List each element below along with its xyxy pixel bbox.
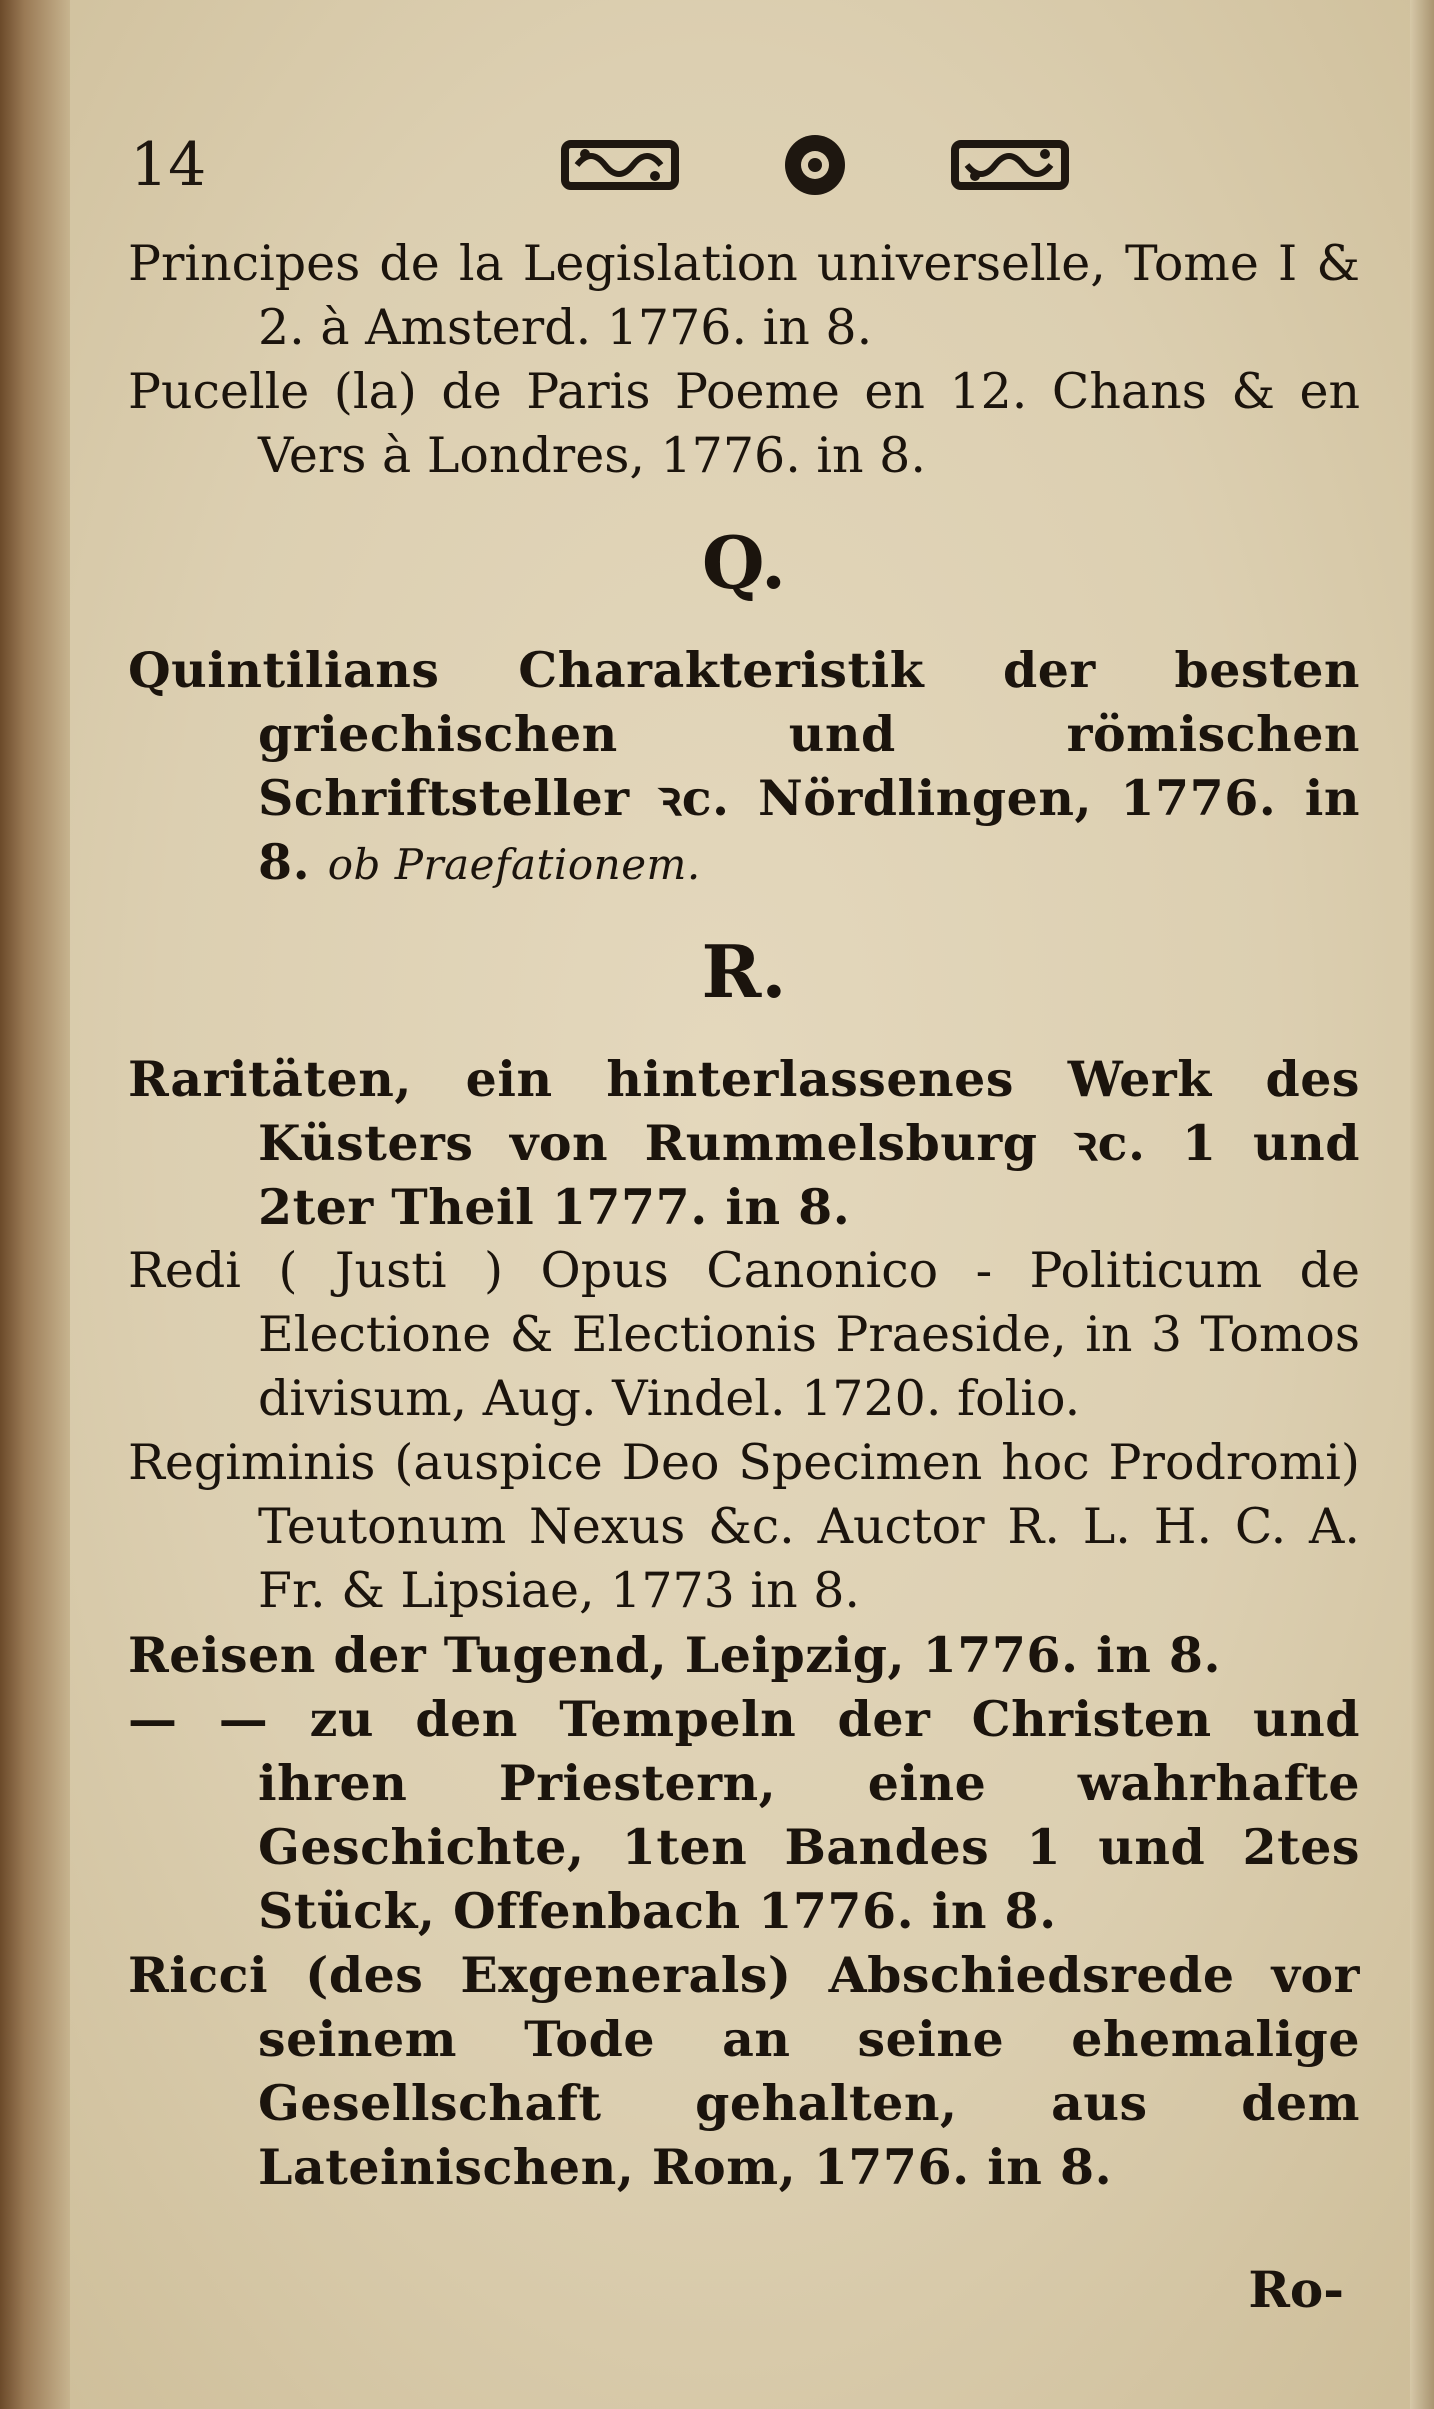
entry-pucelle: Pucelle (la) de Paris Poeme en 12. Chans & en Vers à Londres, 1776. in 8.: [128, 363, 1360, 484]
decorative-ornament-icon: [555, 130, 1075, 200]
page-header: [130, 130, 1340, 210]
entry-quintilians-note: ob Praefationem.: [327, 840, 701, 889]
entry-quintilians-text: Quintilians Charakteristik der besten griechischen und römischen Schriftsteller ꝛc. Nördlingen, 1776. in 8.: [128, 641, 1360, 891]
entry-ricci: Ricci (des Exgenerals) Abschiedsrede vor seinem Tode an seine ehemalige Gesellschaft gehalten, aus dem Lateinischen, Rom, 1776. in 8.: [128, 1946, 1360, 2196]
entry-principes: Principes de la Legislation universelle, Tome I & 2. à Amsterd. 1776. in 8.: [128, 235, 1360, 356]
entry-redi: Redi ( Justi ) Opus Canonico - Politicum de Electione & Electionis Praeside, in 3 Tomos divisum, Aug. Vindel. 1720. folio.: [128, 1242, 1360, 1427]
section-heading-q: Q.: [701, 520, 787, 605]
page-edge: [1410, 0, 1434, 2409]
section-heading-r: R.: [701, 929, 787, 1014]
page-content: [128, 232, 1360, 2199]
page-number: 14: [130, 130, 207, 200]
catchword: Ro-: [1248, 2260, 1344, 2319]
entry-raritaeten: Raritäten, ein hinterlassenes Werk des Küsters von Rummelsburg ꝛc. 1 und 2ter Theil 1777. in 8.: [128, 1050, 1360, 1236]
entry-reisen-tugend: Reisen der Tugend, Leipzig, 1776. in 8.: [128, 1626, 1222, 1684]
entry-reisen-tempeln: — — zu den Tempeln der Christen und ihren Priestern, eine wahrhafte Geschichte, 1ten Bandes 1 und 2tes Stück, Offenbach 1776. in 8.: [128, 1690, 1360, 1940]
entry-quintilians: [128, 638, 1360, 897]
page-gutter: [0, 0, 70, 2409]
entry-regiminis: Regiminis (auspice Deo Specimen hoc Prodromi) Teutonum Nexus &c. Auctor R. L. H. C. A. Fr. & Lipsiae, 1773 in 8.: [128, 1434, 1360, 1619]
